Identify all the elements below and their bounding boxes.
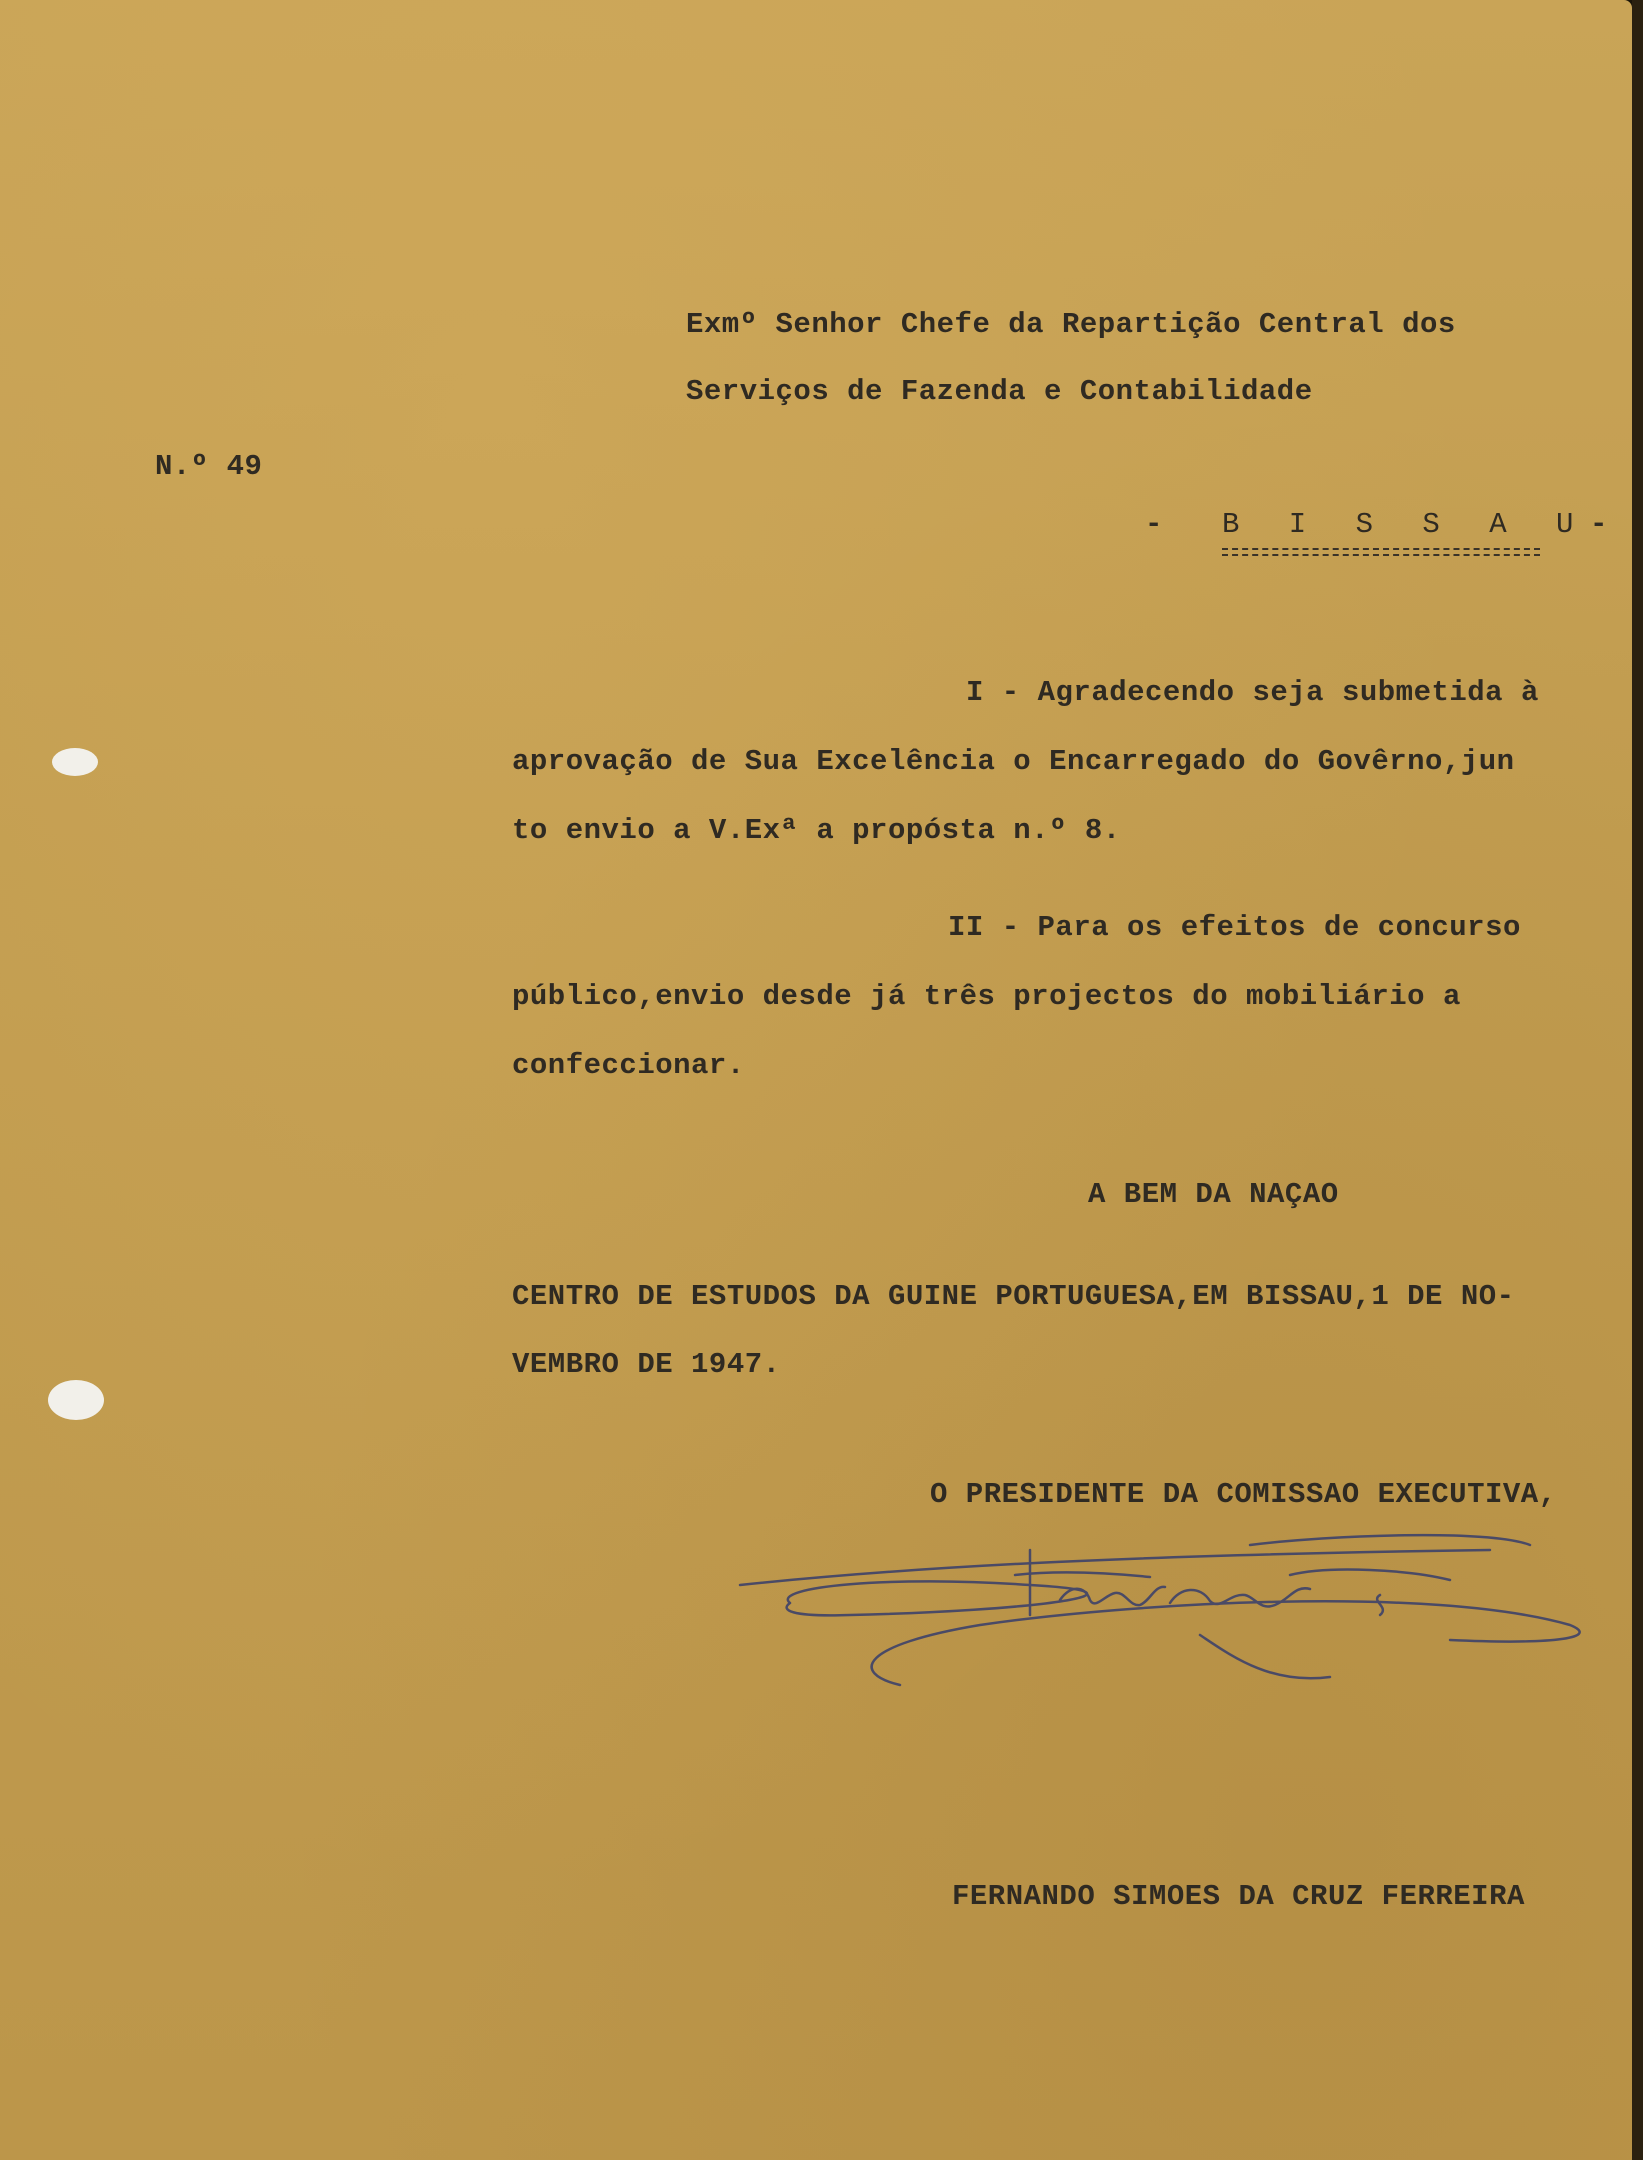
punch-hole-bottom: [48, 1380, 104, 1420]
paragraph-1-line-3: to envio a V.Exª a propósta n.º 8.: [512, 814, 1121, 847]
paragraph-2-line-1: II - Para os efeitos de concurso: [948, 911, 1521, 944]
city-dash-left: -: [1145, 508, 1163, 541]
handwritten-signature: [730, 1515, 1590, 1695]
punch-hole-top: [52, 748, 98, 776]
paragraph-2-line-3: confeccionar.: [512, 1049, 745, 1082]
scan-edge: [1632, 0, 1643, 2160]
place-date-line-1: CENTRO DE ESTUDOS DA GUINE PORTUGUESA,EM BISSAU,1 DE NO-: [512, 1280, 1515, 1313]
city-underline: [1222, 548, 1540, 556]
paragraph-2-line-2: público,envio desde já três projectos do mobiliário a: [512, 980, 1461, 1013]
paragraph-1-line-1: I - Agradecendo seja submetida à: [966, 676, 1539, 709]
document-number: N.º 49: [155, 450, 263, 483]
city-dash-right: -: [1590, 508, 1608, 541]
closing-salutation: A BEM DA NAÇAO: [1088, 1178, 1339, 1211]
addressee-line-2: Serviços de Fazenda e Contabilidade: [686, 375, 1313, 408]
addressee-line-1: Exmº Senhor Chefe da Repartição Central dos: [686, 308, 1456, 341]
signer-title: O PRESIDENTE DA COMISSAO EXECUTIVA,: [930, 1478, 1557, 1511]
signer-name: FERNANDO SIMOES DA CRUZ FERREIRA: [952, 1880, 1525, 1913]
city-name: B I S S A U: [1222, 508, 1590, 541]
paragraph-1-line-2: aprovação de Sua Excelência o Encarregado do Govêrno,jun: [512, 745, 1515, 778]
place-date-line-2: VEMBRO DE 1947.: [512, 1348, 781, 1381]
